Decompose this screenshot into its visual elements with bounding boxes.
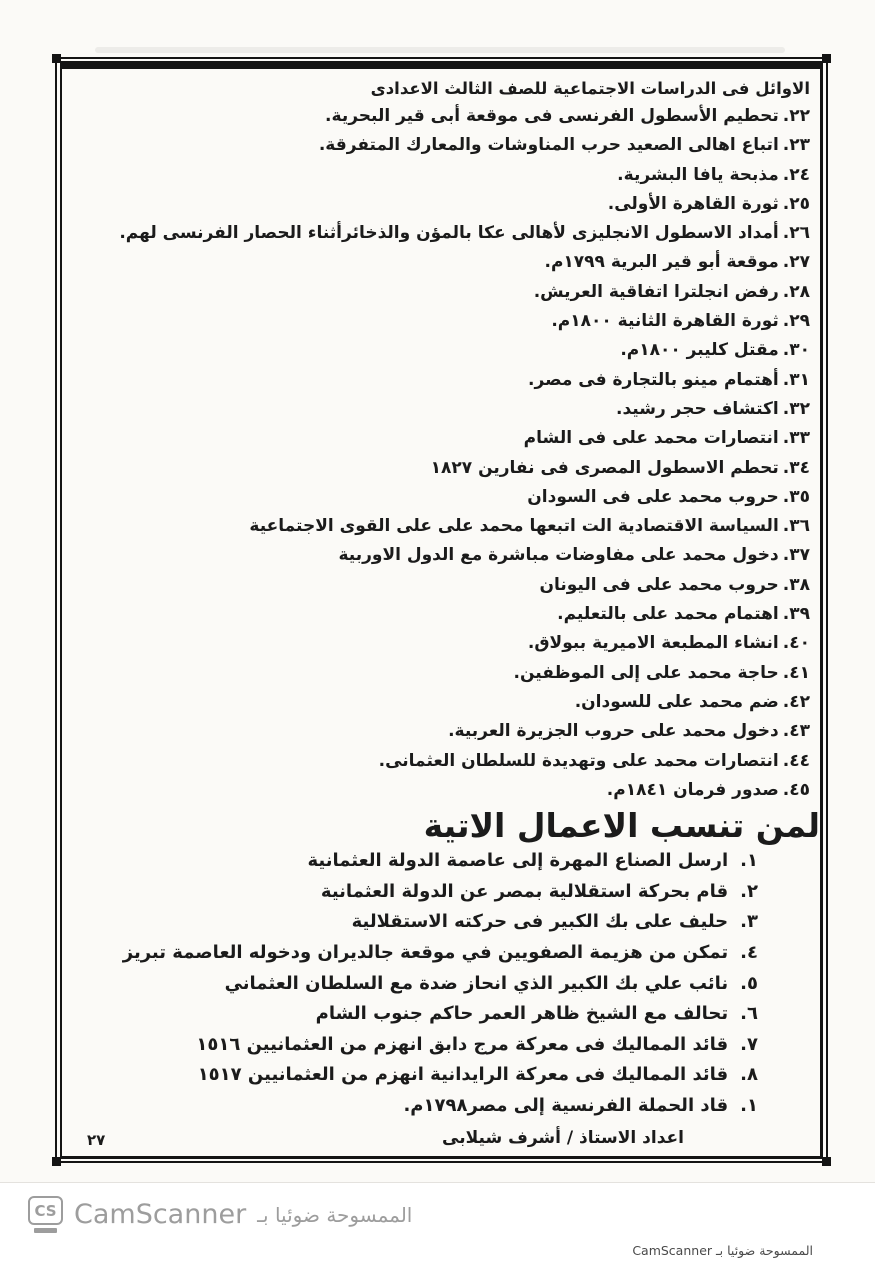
camscanner-logo-icon bbox=[28, 1196, 63, 1233]
item-text: رفض انجلترا اتفاقية العريش. bbox=[533, 281, 779, 302]
scan-artifact bbox=[95, 47, 785, 53]
item-number: ٣٩. bbox=[782, 604, 810, 625]
section-heading: لمن تنسب الاعمال الاتية bbox=[423, 806, 820, 846]
item-text: موقعة أبو قير البرية ١٧٩٩م. bbox=[544, 252, 779, 273]
item-number: ٤٢. bbox=[782, 691, 810, 712]
corner-ornament-bottom-right bbox=[822, 1157, 831, 1166]
item-number: ٣٧. bbox=[782, 545, 810, 566]
page-number: ٢٧ bbox=[87, 1131, 106, 1149]
item-text: تحالف مع الشيخ ظاهر العمر حاكم جنوب الشام bbox=[315, 1003, 729, 1025]
item-text: قاد الحملة الفرنسية إلى مصر١٧٩٨م. bbox=[403, 1094, 729, 1116]
list-item bbox=[71, 1060, 758, 1091]
list-item bbox=[71, 969, 758, 1000]
list-item bbox=[71, 161, 810, 190]
item-text: قائد المماليك فى معركة الرايدانية انهزم من العثمانيين ١٥١٧ bbox=[197, 1064, 729, 1086]
item-text: قام بحركة استقلالية بمصر عن الدولة العثمانية bbox=[320, 880, 729, 902]
item-text: تحطم الاسطول المصرى فى نفارين ١٨٢٧ bbox=[430, 457, 779, 478]
corner-ornament-top-right bbox=[822, 54, 831, 63]
list-item bbox=[71, 846, 758, 877]
list-item bbox=[71, 938, 758, 969]
item-text: السياسة الاقتصادية الت اتبعها محمد على على القوى الاجتماعية bbox=[249, 516, 779, 537]
list-item bbox=[71, 366, 810, 395]
item-text: دخول محمد على حروب الجزيرة العربية. bbox=[448, 721, 779, 742]
item-text: مقتل كليبر ١٨٠٠م. bbox=[620, 340, 779, 361]
list-item bbox=[71, 541, 810, 570]
footer-row bbox=[71, 1127, 810, 1149]
list-item bbox=[71, 688, 810, 717]
item-number: ٢٧. bbox=[782, 252, 810, 273]
list-item bbox=[71, 877, 758, 908]
camscanner-watermark-large bbox=[28, 1196, 412, 1233]
item-number: ٤٤. bbox=[782, 750, 810, 771]
page-border-frame bbox=[55, 57, 828, 1163]
attribution-numbered-list bbox=[71, 846, 810, 1121]
item-text: اتباع اهالى الصعيد حرب المناوشات والمعارك المتفرقة. bbox=[318, 135, 779, 156]
item-text: انتصارات محمد على وتهديدة للسلطان العثمانى. bbox=[378, 750, 779, 771]
camscanner-arabic-text: الممسوحة ضوئيا بـ bbox=[257, 1202, 413, 1227]
camscanner-brand-text: CamScanner bbox=[74, 1199, 247, 1230]
list-item bbox=[71, 278, 810, 307]
item-number: ٢٦. bbox=[782, 223, 810, 244]
list-item bbox=[71, 999, 758, 1030]
list-item bbox=[71, 1091, 758, 1122]
item-number: ٣٨. bbox=[782, 574, 810, 595]
list-item bbox=[71, 190, 810, 219]
item-text: مذبحة يافا البشرية. bbox=[617, 164, 779, 185]
list-item bbox=[71, 512, 810, 541]
item-number: ٣٤. bbox=[782, 457, 810, 478]
item-number: ٢٥. bbox=[782, 193, 810, 214]
item-number: ٤١. bbox=[782, 662, 810, 683]
list-item bbox=[71, 659, 810, 688]
list-item bbox=[71, 219, 810, 248]
list-item bbox=[71, 747, 810, 776]
list-item bbox=[71, 483, 810, 512]
list-item bbox=[71, 248, 810, 277]
item-number: ٣٠. bbox=[782, 340, 810, 361]
document-content bbox=[71, 69, 820, 1151]
list-item bbox=[71, 336, 810, 365]
item-text: ثورة القاهرة الأولى. bbox=[607, 193, 779, 214]
item-number: ٢٣. bbox=[782, 135, 810, 156]
item-text: تحطيم الأسطول الفرنسى فى موقعة أبى قير البحرية. bbox=[325, 106, 779, 126]
document-title: الاوائل فى الدراسات الاجتماعية للصف الثالث الاعدادى bbox=[370, 79, 810, 98]
item-text: ضم محمد على للسودان. bbox=[574, 691, 779, 712]
list-item bbox=[71, 629, 810, 658]
list-item bbox=[71, 776, 810, 805]
item-text: اهتمام محمد على بالتعليم. bbox=[557, 604, 779, 625]
item-text: حليف على بك الكبير فى حركته الاستقلالية bbox=[351, 911, 729, 933]
list-item bbox=[71, 131, 810, 160]
item-text: انشاء المطبعة الاميرية ببولاق. bbox=[527, 633, 779, 654]
item-number: ٨. bbox=[740, 1064, 758, 1086]
item-number: ٦. bbox=[740, 1003, 758, 1025]
list-item bbox=[71, 907, 758, 938]
item-text: تمكن من هزيمة الصفويين في موقعة جالديران ودخوله العاصمة تبريز bbox=[122, 941, 729, 963]
item-text: انتصارات محمد على فى الشام bbox=[523, 428, 779, 449]
item-text: قائد المماليك فى معركة مرج دابق انهزم من العثمانيين ١٥١٦ bbox=[196, 1033, 729, 1055]
item-text: حروب محمد على فى اليونان bbox=[539, 574, 779, 595]
list-item bbox=[71, 1030, 758, 1061]
item-number: ٣. bbox=[740, 911, 758, 933]
item-number: ٣٦. bbox=[782, 516, 810, 537]
item-number: ٣٥. bbox=[782, 486, 810, 507]
item-number: ٢٤. bbox=[782, 164, 810, 185]
list-item bbox=[71, 424, 810, 453]
item-number: ٢٨. bbox=[782, 281, 810, 302]
item-text: ثورة القاهرة الثانية ١٨٠٠م. bbox=[551, 311, 779, 332]
list-item bbox=[71, 600, 810, 629]
list-item bbox=[71, 717, 810, 746]
item-number: ٣١. bbox=[782, 369, 810, 390]
item-number: ٤. bbox=[740, 941, 758, 963]
item-number: ١. bbox=[740, 1094, 758, 1116]
item-number: ١. bbox=[740, 850, 758, 872]
item-text: نائب علي بك الكبير الذي انحاز ضدة مع السلطان العثماني bbox=[224, 972, 729, 994]
item-number: ٢٢. bbox=[782, 106, 810, 126]
item-number: ٤٠. bbox=[782, 633, 810, 654]
item-number: ٣٣. bbox=[782, 428, 810, 449]
list-item bbox=[71, 395, 810, 424]
corner-ornament-bottom-left bbox=[52, 1157, 61, 1166]
item-number: ٤٥. bbox=[782, 779, 810, 800]
item-number: ٤٣. bbox=[782, 721, 810, 742]
item-text: حاجة محمد على إلى الموظفين. bbox=[513, 662, 779, 683]
item-number: ٢٩. bbox=[782, 311, 810, 332]
item-text: أهتمام مينو بالتجارة فى مصر. bbox=[528, 369, 779, 390]
cs-logo-box: CS bbox=[28, 1196, 63, 1225]
item-number: ٧. bbox=[740, 1033, 758, 1055]
item-text: دخول محمد على مفاوضات مباشرة مع الدول الاوربية bbox=[338, 545, 779, 566]
list-item bbox=[71, 102, 810, 131]
item-number: ٣٢. bbox=[782, 398, 810, 419]
corner-ornament-top-left bbox=[52, 54, 61, 63]
item-text: اكتشاف حجر رشيد. bbox=[616, 398, 779, 419]
item-text: صدور فرمان ١٨٤١م. bbox=[606, 779, 779, 800]
item-number: ٢. bbox=[740, 880, 758, 902]
cs-logo-bar bbox=[34, 1228, 57, 1233]
item-number: ٥. bbox=[740, 972, 758, 994]
camscanner-watermark-small: الممسوحة ضوئيا بـ CamScanner bbox=[632, 1243, 813, 1258]
list-item bbox=[71, 571, 810, 600]
list-item bbox=[71, 454, 810, 483]
list-item bbox=[71, 307, 810, 336]
events-numbered-list bbox=[71, 102, 810, 805]
item-text: أمداد الاسطول الانجليزى لأهالى عكا بالمؤن والذخائرأثناء الحصار الفرنسى لهم. bbox=[119, 223, 779, 244]
teacher-credit: اعداد الاستاذ / أشرف شيلابى bbox=[442, 1128, 684, 1149]
item-text: ارسل الصناع المهرة إلى عاصمة الدولة العثمانية bbox=[307, 850, 729, 872]
item-text: حروب محمد على فى السودان bbox=[527, 486, 779, 507]
